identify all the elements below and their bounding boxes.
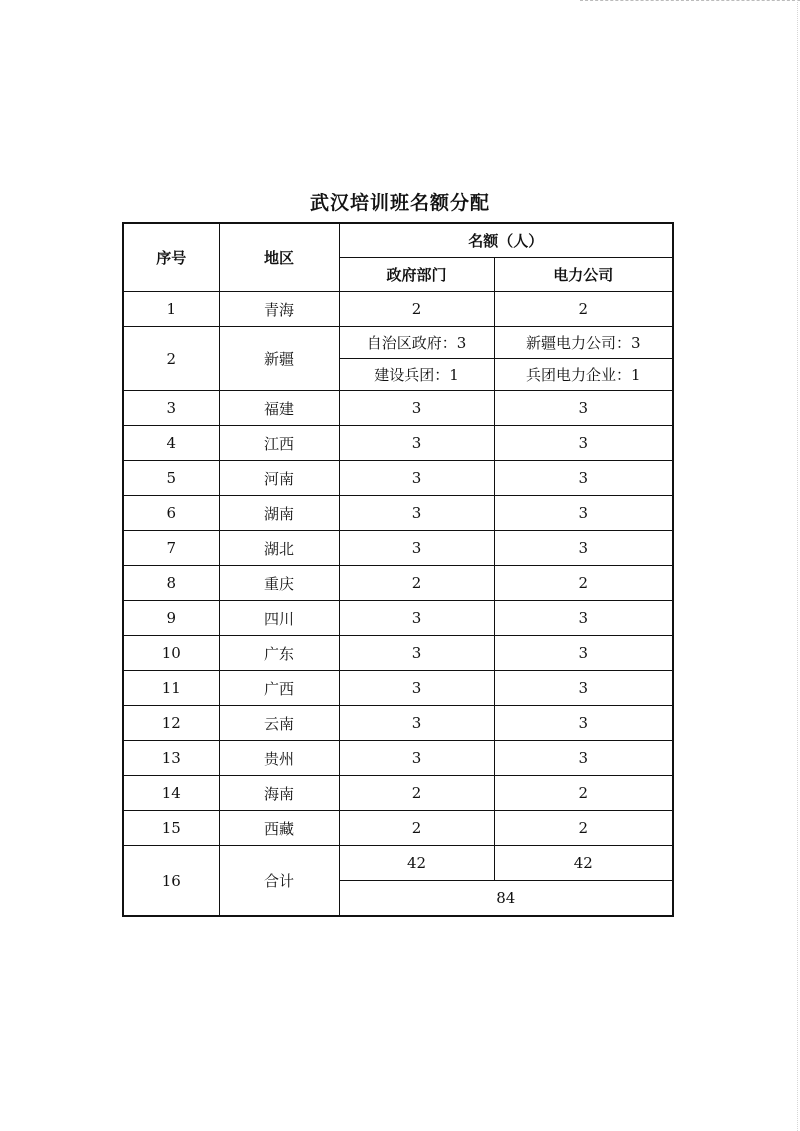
row-power-sub: 兵团电力企业：1 <box>494 359 673 391</box>
row-gov: 2 <box>339 292 494 327</box>
grand-total: 84 <box>339 881 673 917</box>
row-power: 2 <box>494 292 673 327</box>
row-region: 广西 <box>219 671 339 706</box>
row-power: 3 <box>494 391 673 426</box>
row-index: 3 <box>123 391 219 426</box>
row-region: 云南 <box>219 706 339 741</box>
header-gov: 政府部门 <box>339 258 494 292</box>
row-gov: 3 <box>339 741 494 776</box>
row-power: 3 <box>494 601 673 636</box>
row-region: 河南 <box>219 461 339 496</box>
row-index: 9 <box>123 601 219 636</box>
row-index: 5 <box>123 461 219 496</box>
row-index: 13 <box>123 741 219 776</box>
table-row <box>123 327 673 359</box>
row-region: 广东 <box>219 636 339 671</box>
page-title: 武汉培训班名额分配 <box>309 192 490 214</box>
table-row <box>123 292 673 327</box>
scan-edge-top <box>580 0 800 2</box>
table-row <box>123 741 673 776</box>
row-power-sub: 新疆电力公司：3 <box>494 327 673 359</box>
row-gov: 3 <box>339 636 494 671</box>
total-gov: 42 <box>339 846 494 881</box>
total-power: 42 <box>494 846 673 881</box>
table-row <box>123 566 673 601</box>
table-row <box>123 671 673 706</box>
row-index: 6 <box>123 496 219 531</box>
row-gov: 3 <box>339 391 494 426</box>
header-power: 电力公司 <box>494 258 673 292</box>
table-row <box>123 461 673 496</box>
row-gov: 3 <box>339 496 494 531</box>
row-gov-sub: 自治区政府：3 <box>339 327 494 359</box>
row-index: 4 <box>123 426 219 461</box>
table-row <box>123 531 673 566</box>
table-row <box>123 391 673 426</box>
table-row <box>123 496 673 531</box>
row-gov: 2 <box>339 811 494 846</box>
row-index: 12 <box>123 706 219 741</box>
row-region: 青海 <box>219 292 339 327</box>
row-gov: 3 <box>339 461 494 496</box>
row-region: 新疆 <box>219 327 339 391</box>
row-index: 10 <box>123 636 219 671</box>
row-gov: 2 <box>339 776 494 811</box>
row-region: 湖北 <box>219 531 339 566</box>
row-gov: 3 <box>339 706 494 741</box>
row-power: 3 <box>494 531 673 566</box>
row-power: 3 <box>494 741 673 776</box>
header-index: 序号 <box>123 223 219 292</box>
table-row <box>123 636 673 671</box>
table-row <box>123 776 673 811</box>
row-gov: 3 <box>339 671 494 706</box>
row-power: 3 <box>494 636 673 671</box>
row-power: 3 <box>494 496 673 531</box>
row-gov-sub: 建设兵团：1 <box>339 359 494 391</box>
row-power: 2 <box>494 811 673 846</box>
row-power: 3 <box>494 426 673 461</box>
row-region: 四川 <box>219 601 339 636</box>
row-region: 贵州 <box>219 741 339 776</box>
row-index: 14 <box>123 776 219 811</box>
row-region: 福建 <box>219 391 339 426</box>
table-row <box>123 811 673 846</box>
row-index: 7 <box>123 531 219 566</box>
total-index: 16 <box>123 846 219 917</box>
row-gov: 3 <box>339 531 494 566</box>
quota-table <box>122 222 674 917</box>
row-gov: 2 <box>339 566 494 601</box>
table-row <box>123 601 673 636</box>
table-row <box>123 426 673 461</box>
row-index: 15 <box>123 811 219 846</box>
row-region: 江西 <box>219 426 339 461</box>
row-region: 海南 <box>219 776 339 811</box>
row-gov: 3 <box>339 601 494 636</box>
header-quota: 名额（人） <box>339 223 673 258</box>
scan-edge-right <box>796 0 798 1131</box>
row-power: 3 <box>494 671 673 706</box>
row-region: 重庆 <box>219 566 339 601</box>
row-gov: 3 <box>339 426 494 461</box>
total-row <box>123 846 673 881</box>
row-index: 2 <box>123 327 219 391</box>
row-power: 2 <box>494 566 673 601</box>
row-index: 11 <box>123 671 219 706</box>
total-label: 合计 <box>219 846 339 917</box>
row-power: 2 <box>494 776 673 811</box>
table-row <box>123 706 673 741</box>
row-power: 3 <box>494 461 673 496</box>
row-region: 湖南 <box>219 496 339 531</box>
row-power: 3 <box>494 706 673 741</box>
row-index: 1 <box>123 292 219 327</box>
header-row <box>123 223 673 258</box>
row-region: 西藏 <box>219 811 339 846</box>
row-index: 8 <box>123 566 219 601</box>
header-region: 地区 <box>219 223 339 292</box>
